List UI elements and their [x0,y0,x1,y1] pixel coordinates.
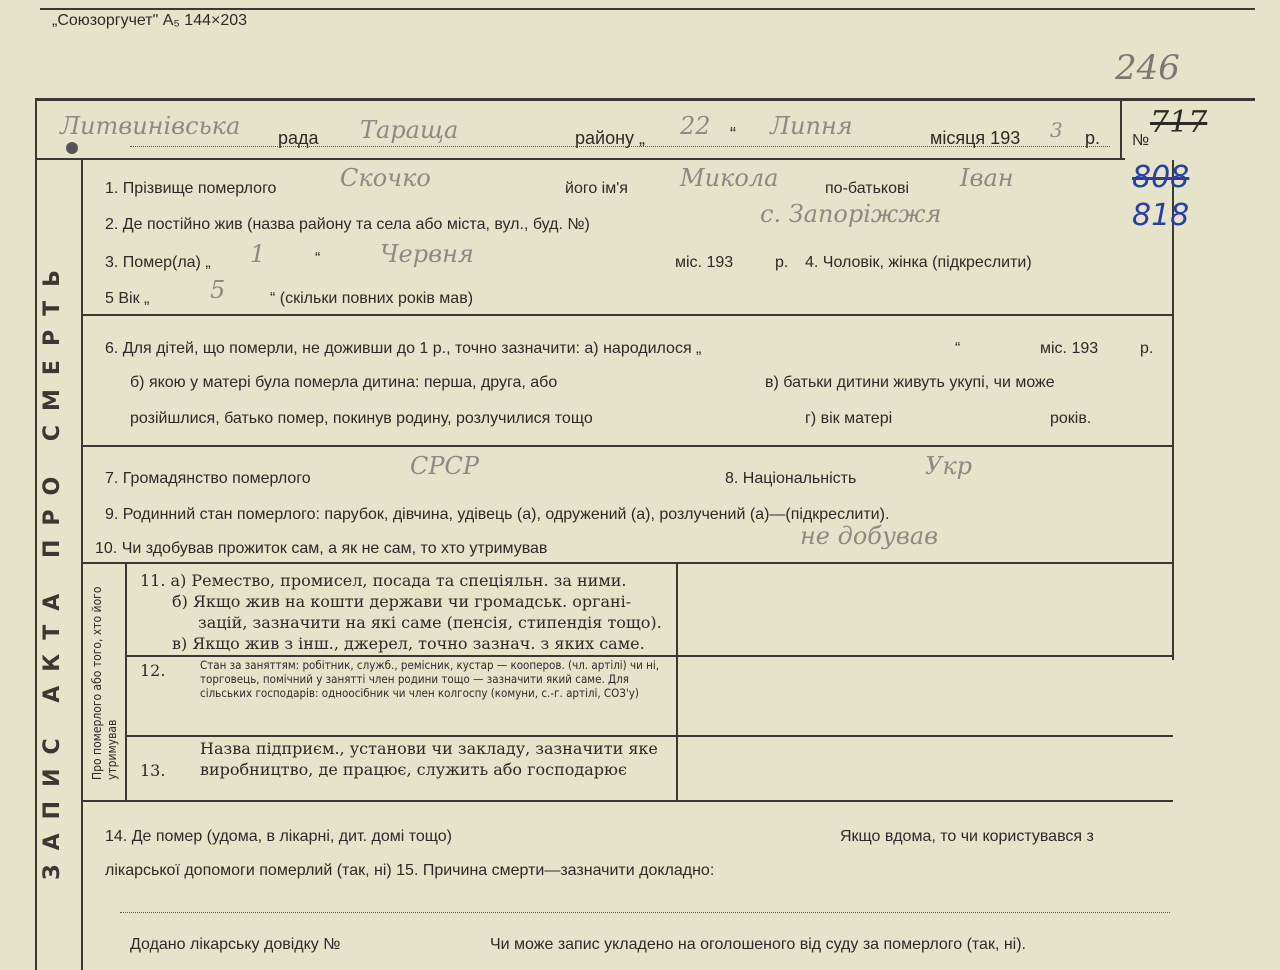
rule [125,655,1173,657]
top-dotted-line [130,146,1110,147]
child-birth-label: 6. Для дітей, що померли, не доживши до 1 р., точно зазначити: а) народилося „ [105,340,702,357]
item-13-number: 13. [140,761,166,780]
item-12-number: 12. [140,661,166,680]
died-label: 3. Помер(ла) „ [105,254,211,271]
publisher-mark: „Союзоргучет" А₅ 144×203 [52,12,248,29]
header-rule [35,158,1125,160]
child-year-suffix: р. [1140,340,1154,357]
month-value: Липня [770,112,853,140]
month-label: місяця 193 [930,128,1021,148]
parents-status-label: розійшлися, батько помер, покинув родину, розлучилися тощо [130,410,593,427]
patronymic-value: Іван [960,164,1014,192]
name-value: Микола [680,164,779,192]
number-box-divider [1120,100,1122,160]
quote: “ [955,340,961,357]
died-day: 1 [250,240,266,268]
age-hint: “ (скільки повних років мав) [270,290,474,307]
side-divider [81,160,83,970]
top-border [40,8,1255,10]
support-value: не добував [800,522,939,550]
name-label: його ім'я [565,180,628,197]
surname-label: 1. Прізвище померлого [105,180,277,197]
medical-certificate-label: Додано лікарську довідку № [130,936,341,953]
quote: “ [730,124,736,144]
box-divider [676,562,678,802]
cause-dotted-line [120,912,1170,913]
support-label: 10. Чи здобував прожиток сам, а як не сам, то хто утримував [95,540,548,557]
died-year-suffix: р. [775,254,789,271]
child-order-label: б) якою у матері була померла дитина: перша, друга, або [130,374,558,391]
frame-right [1172,160,1174,660]
year-suffix: р. [1085,128,1101,148]
occupation-b: б) Якщо жив на кошти держави чи громадськ. органі- [172,592,632,611]
record-number: 818 [1132,198,1190,233]
citizenship-label: 7. Громадянство померлого [105,470,311,487]
rule [83,445,1173,447]
side-title: ЗАПИС АКТА ПРО СМЕРТЬ [40,256,65,880]
rule [83,314,1173,316]
mother-age-label: г) вік матері [805,410,893,427]
occupation-c: в) Якщо жив з інш., джерел, точно зазнач. з яких саме. [172,634,645,653]
surname-value: Скочко [340,164,431,192]
occupation-a: 11. а) Ремество, промисел, посада та спеціяльн. за ними. [140,571,627,590]
quote: “ [315,250,321,267]
number-crossed-2: 808 [1132,160,1190,195]
patronymic-label: по-батькові [825,180,910,197]
archive-number: 246 [1115,48,1180,88]
box-divider [125,562,127,802]
nationality-value: Укр [925,452,973,480]
child-year-label: міс. 193 [1040,340,1099,357]
council-label: рада [278,128,319,148]
workplace-text: Назва підприєм., установи чи закладу, зазначити яке виробництво, де працює, служить або господарює [200,739,658,779]
rule [83,800,1173,802]
district-value: Тараща [360,116,459,144]
punch-hole [66,142,78,154]
death-place-label: 14. Де помер (удома, в лікарні, дит. домі тощо) [105,828,452,845]
citizenship-value: СРСР [410,452,480,480]
home-death-label: Якщо вдома, то чи користувався з [840,828,1094,845]
court-declared-label: Чи може запис укладено на оголошеного від суду за померлого (так, ні). [490,936,1026,953]
nationality-label: 8. Національність [725,470,857,487]
number-label: № [1132,132,1150,149]
council-value: Литвинівська [60,112,241,140]
district-label: району „ [575,128,646,148]
occupation-b2: зацій, зазначити на які саме (пенсія, стипендія тощо). [198,613,662,632]
occupation-side-label: Про померлого або того, хто його утримував [90,586,119,780]
rule [125,735,1173,737]
day-value: 22 [680,112,711,140]
died-year-label: міс. 193 [675,254,734,271]
residence-label: 2. Де постійно жив (назва району та села або міста, вул., буд. №) [105,216,590,233]
year-value: 3 [1050,118,1063,142]
number-crossed: 717 [1150,105,1208,140]
rule [83,562,1173,564]
age-label: 5 Вік „ [105,290,150,307]
residence-value: с. Запоріжжя [760,200,942,228]
years-label: років. [1050,410,1092,427]
age-value: 5 [210,276,226,304]
died-month: Червня [380,240,474,268]
cause-of-death-label: лікарської допомоги померлий (так, ні) 15. Причина смерти—зазначити докладно: [105,862,715,879]
sex-label: 4. Чоловік, жінка (підкреслити) [805,254,1032,271]
parents-label: в) батьки дитини живуть укупі, чи може [765,374,1055,391]
frame-left [35,98,37,970]
frame-top [35,98,1255,101]
employment-status-text: Стан за заняттям: робітник, служб., ремісник, кустар — кооперов. (чл. артілі) чи ні, торговець, помічний у занятті член родини тощо — зазначити який саме. Для сільських господарів: одноосібник чи член колгоспу (комуни, с.-г. артілі, СОЗ'у) [200,658,660,700]
marital-status-label: 9. Родинний стан померлого: парубок, дівчина, удівець (а), одружений (а), розлучений (а)—(підкреслити). [105,506,890,523]
